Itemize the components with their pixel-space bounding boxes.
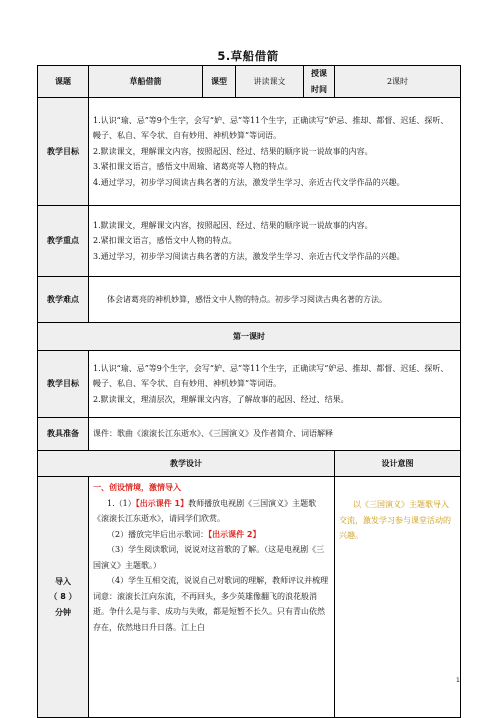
- first-lesson-row: [38, 323, 461, 351]
- prep-label: 教具准备: [38, 418, 89, 451]
- key-point-item: 2.紧扣课文语言，感悟文中人物的特点。: [93, 236, 237, 246]
- goals-label: 教学目标: [38, 98, 89, 206]
- type-value: 讲读课文: [236, 66, 304, 98]
- key-points-row: [38, 206, 461, 277]
- first-lesson-goals-label: 教学目标: [38, 351, 89, 418]
- intro-design-content: [89, 477, 335, 718]
- intent-column-header: 设计意图: [335, 451, 461, 477]
- prep-text: 课件：歌曲《滚滚长江东逝水》、《三国演义》及作者简介、词语解释: [89, 418, 461, 451]
- goals-list: [89, 98, 461, 206]
- page-number: 1: [456, 677, 460, 684]
- intro-label: 导入 （ 8 ） 分钟: [38, 477, 89, 718]
- time-label: 授课时间: [304, 66, 335, 98]
- design-column-header: 教学设计: [38, 451, 335, 477]
- design-header-row: [38, 451, 461, 477]
- courseware-tag-2: 【出示课件 2】: [208, 529, 261, 539]
- design-step-4: （4）学生互相交流，说说自己对歌词的理解，教师评议并梳理词意：滚滚长江向东流，不再回头，多少英雄像翻飞的浪花般消逝。争什么是与非、成功与失败，都是短暂不长久。只有青山依然存在，依然地日升日落。江上白: [93, 576, 329, 632]
- design-step-3: （3）学生阅读歌词，说说对这首歌的了解。（这是电视剧《三国演义》主题歌。）: [93, 545, 325, 570]
- first-lesson-goal-item: 2.默读课文，理清层次，理解课文内容，了解故事的起因、经过、结果。: [93, 394, 349, 404]
- goals-row: [38, 98, 461, 206]
- prep-row: [38, 418, 461, 451]
- hours-value: 2课时: [335, 66, 461, 98]
- section-title: 一、创设情境，激情导入: [93, 483, 181, 492]
- design-step-2: （2）播放完毕后出示歌词：【出示课件 2】: [107, 529, 261, 539]
- intro-row: [38, 477, 461, 718]
- lesson-label: 课题: [38, 66, 89, 98]
- goal-item: 2.默读课文，理解课文内容，按照起因、经过、结果的顺序说一说故事的内容。: [93, 146, 373, 156]
- document-title: 5.草船借箭: [217, 49, 279, 63]
- first-lesson-goal-item: 1.认识“瑜、忌”等9个生字，会写“妒、忌”等11个生字，正确读写“妒忌、推却、都督、迟延、探听、幔子、私自、军令状、自有妙用、神机妙算”等词语。: [93, 363, 449, 389]
- first-lesson-goals-list: [89, 351, 461, 418]
- lesson-plan-table: [37, 65, 461, 718]
- key-point-item: 3.通过学习，初步学习阅读古典名著的方法，激发学生学习、亲近古代文学作品的兴趣。: [93, 251, 405, 261]
- goal-item: 3.紧扣课文语言，感悟文中周瑜、诸葛亮等人物的特点。: [93, 162, 293, 172]
- lesson-value: 草船借箭: [89, 66, 203, 98]
- courseware-tag-1: 【出示课件 1】: [135, 498, 189, 508]
- first-lesson-goals-row: [38, 351, 461, 418]
- design-intent: 以《三国演义》主题歌导入交流，激发学习参与课堂活动的兴趣。: [335, 477, 461, 718]
- goal-item: 4.通过学习，初步学习阅读古典名著的方法，激发学生学习、亲近古代文学作品的兴趣。: [93, 177, 405, 187]
- first-lesson-heading: 第一课时: [38, 323, 461, 351]
- header-row: [38, 66, 461, 98]
- type-label: 课型: [203, 66, 236, 98]
- design-step-1: 1.（1）【出示课件 1】教师播放电视剧《三国演义》主题歌《滚滚长江东逝水》，请同学们欣赏。: [93, 498, 317, 523]
- difficulties-row: [38, 277, 461, 323]
- key-points-label: 教学重点: [38, 206, 89, 277]
- difficulties-text: 体会诸葛亮的神机妙算，感悟文中人物的特点。初步学习阅读古典名著的方法。: [107, 294, 387, 304]
- key-points-list: [89, 206, 461, 277]
- goal-item: 1.认识“瑜、忌”等9个生字，会写“妒、忌”等11个生字，正确读写“妒忌、推却、都督、迟延、探听、幔子、私自、军令状、自有妙用、神机妙算”等词语。: [93, 115, 449, 141]
- key-point-item: 1.默读课文，理解课文内容，按照起因、经过、结果的顺序说一说故事的内容。: [93, 220, 373, 230]
- difficulties-label: 教学难点: [38, 277, 89, 323]
